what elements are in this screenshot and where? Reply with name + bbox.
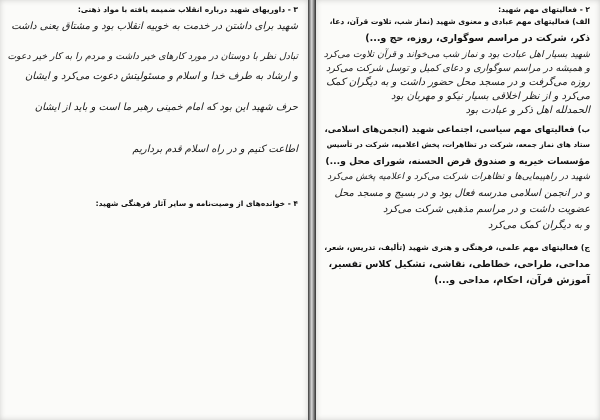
left-heading: ۳ - داوریهای شهید درباره انقلاب ضمیمه یافته با مواد ذهنی: (77, 5, 298, 14)
handwritten-line: الحمدلله اهل ذکر و عبادت بود (465, 105, 590, 116)
handwritten-line: شهید بسیار اهل عبادت بود و نماز شب می‌خواند و قرآن تلاوت می‌کرد (323, 49, 590, 60)
part-alef-2: ذکر، شرکت در مراسم سوگواری، روزه، حج و...) (365, 33, 590, 44)
part-alef: الف) فعالیتهای مهم عبادی و معنوی شهید (نماز شب، تلاوت قرآن، دعا، (329, 17, 590, 26)
handwritten-line: اطاعت کنیم و در راه اسلام قدم برداریم (132, 144, 298, 155)
handwritten-line: عضویت داشت و در مراسم مذهبی شرکت می‌کرد (382, 204, 590, 215)
part-be: ب) فعالیتهای مهم سیاسی، اجتماعی شهید (انجمن‌های اسلامی، (324, 125, 590, 135)
handwritten-line: تبادل نظر با دوستان در مورد کارهای خیر داشت و مردم را به کار خیر دعوت (7, 51, 298, 62)
section-4-heading: ۴ - خوانده‌های از وصیت‌نامه و سایر آثار فرهنگی شهید: (95, 199, 298, 208)
handwritten-line: و در انجمن اسلامی مدرسه فعال بود و در بسیج و مسجد محل (334, 188, 590, 199)
part-jim-3: آموزش قرآن، احکام، مداحی و...) (434, 275, 590, 286)
right-page (316, 0, 600, 420)
part-jim-2: مداحی، طراحی، خطاطی، نقاشی، تشکیل کلاس تفسیر، (328, 259, 590, 270)
handwritten-line: شهید در راهپیمایی‌ها و تظاهرات شرکت می‌کرد و اعلامیه پخش می‌کرد (327, 172, 590, 182)
handwritten-line: و ارشاد به طرف خدا و اسلام و مسئولیتش دعوت می‌کرد و ایشان (24, 71, 298, 82)
handwritten-line: و به دیگران کمک می‌کرد (487, 220, 590, 231)
handwritten-line: و همیشه در مراسم سوگواری و دعای کمیل و توسل شرکت می‌کرد (325, 63, 590, 74)
book-spine (308, 0, 316, 420)
part-be-2: ستاد های نماز جمعه، شرکت در تظاهرات، پخش اعلامیه، شرکت در تأسیس (326, 140, 590, 149)
handwritten-line: روزه می‌گرفت و در مسجد محل حضور داشت و به دیگران کمک (326, 77, 590, 88)
right-section-title: ۲ - فعالیتهای مهم شهید: (498, 5, 590, 14)
part-jim: ج) فعالیتهای مهم علمی، فرهنگی و هنری شهید (تألیف، تدریس، شعر، (324, 243, 590, 252)
handwritten-line: می‌کرد و از نظر اخلاقی بسیار نیکو و مهربان بود (391, 91, 590, 102)
handwritten-line: شهید برای داشتن در خدمت به خوبیه انقلاب بود و مشتاق یعنی داشت (11, 21, 298, 32)
handwritten-line: حرف شهید این بود که امام خمینی رهبر ما است و باید از ایشان (34, 102, 298, 113)
part-be-3: مؤسسات خیریه و صندوق قرض الحسنه، شورای محل و...) (325, 156, 590, 167)
